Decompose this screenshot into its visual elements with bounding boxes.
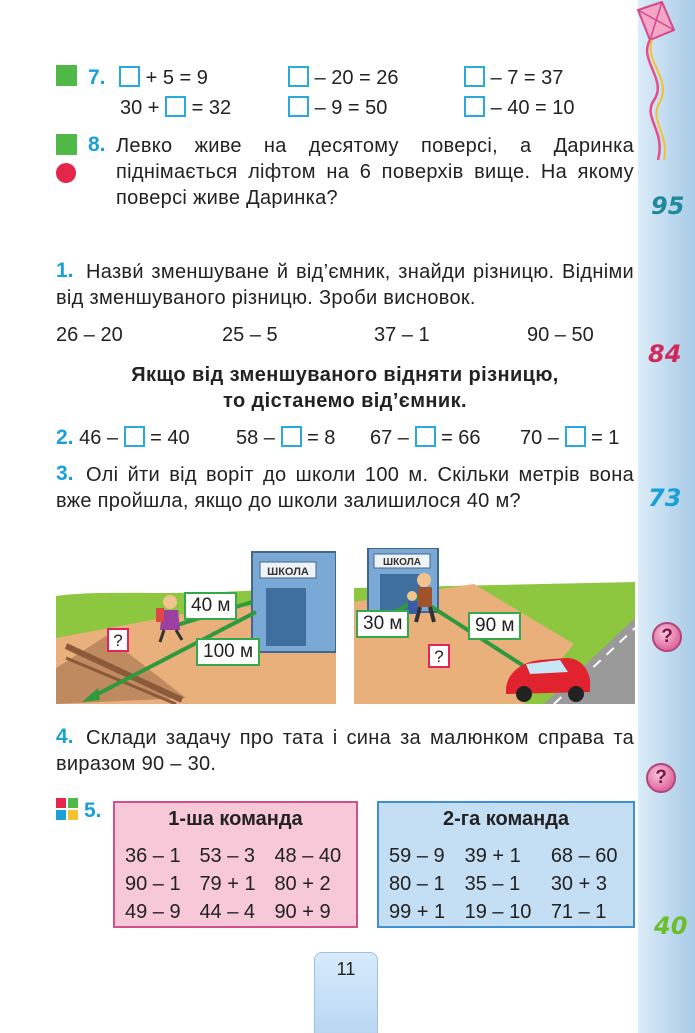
task1-number: 1. bbox=[56, 259, 74, 282]
task3-number: 3. bbox=[56, 462, 74, 485]
team1-card bbox=[113, 801, 358, 928]
task2-e1-post: = 40 bbox=[150, 427, 190, 449]
task4-text: Склади задачу про тата і сина за малюнком справа та виразом 90 – 30. bbox=[56, 727, 634, 775]
task2-e4-pre: 70 – bbox=[520, 427, 559, 449]
task1-expr: 90 – 50 bbox=[527, 324, 594, 346]
task8-number: 8. bbox=[88, 133, 106, 156]
task7-r1c1: + 5 = 9 bbox=[145, 67, 208, 89]
team1-cell: 90 – 1 bbox=[125, 873, 181, 895]
team2-cell: 59 – 9 bbox=[389, 845, 445, 867]
task-marker-green-square-icon bbox=[56, 134, 77, 155]
task7-r2c2: – 9 = 50 bbox=[314, 97, 388, 119]
task1-expr: 37 – 1 bbox=[374, 324, 430, 346]
team2-cell: 80 – 1 bbox=[389, 873, 445, 895]
answer-box[interactable] bbox=[288, 66, 309, 87]
team2-cell: 68 – 60 bbox=[550, 845, 618, 867]
task2-row bbox=[56, 426, 190, 450]
illustration-left-drawing bbox=[56, 548, 336, 704]
team1-cell: 90 + 9 bbox=[274, 901, 331, 923]
team1-cell: 53 – 3 bbox=[199, 845, 256, 867]
question-bubble-icon: ? bbox=[652, 622, 682, 652]
answer-box[interactable] bbox=[288, 96, 309, 117]
illustration-girl-to-school bbox=[56, 548, 336, 704]
team-work-icon bbox=[56, 798, 78, 820]
task2-e4 bbox=[520, 426, 619, 450]
team2-card bbox=[377, 801, 635, 928]
task7-r2c1: = 32 bbox=[191, 97, 232, 119]
distance-label-100m: 100 м bbox=[196, 638, 260, 666]
team1-cell: 80 + 2 bbox=[274, 873, 331, 895]
answer-box[interactable] bbox=[464, 66, 485, 87]
side-number-95: 95 bbox=[651, 192, 685, 220]
team2-cell: 39 + 1 bbox=[464, 845, 521, 867]
school-sign: ШКОЛА bbox=[267, 566, 309, 578]
team1-cell: 48 – 40 bbox=[274, 845, 342, 867]
task7-r2c1-wrap bbox=[120, 96, 231, 120]
team2-grid bbox=[379, 839, 633, 924]
task5-number: 5. bbox=[84, 799, 102, 822]
task2-number: 2. bbox=[56, 426, 74, 449]
team1-grid bbox=[115, 839, 356, 924]
task7-r1c2-wrap bbox=[288, 66, 399, 90]
team2-cell: 19 – 10 bbox=[464, 901, 532, 923]
team2-cell: 71 – 1 bbox=[550, 901, 607, 923]
side-strip bbox=[638, 0, 695, 1033]
task4-number: 4. bbox=[56, 725, 74, 748]
answer-box[interactable] bbox=[565, 426, 586, 447]
answer-box[interactable] bbox=[415, 426, 436, 447]
difficulty-red-dot-icon bbox=[56, 163, 76, 183]
task2-e1-pre: 46 – bbox=[79, 427, 119, 449]
task2-e3-pre: 67 – bbox=[370, 427, 409, 449]
team2-cell: 30 + 3 bbox=[550, 873, 607, 895]
side-number-73: 73 bbox=[648, 484, 682, 512]
task1-expr: 26 – 20 bbox=[56, 324, 123, 346]
team1-cell: 36 – 1 bbox=[125, 845, 181, 867]
team2-cell: 35 – 1 bbox=[464, 873, 521, 895]
team2-cell: 99 + 1 bbox=[389, 901, 446, 923]
unknown-distance-label: ? bbox=[107, 628, 129, 652]
school-sign: ШКОЛА bbox=[383, 557, 421, 568]
distance-label-90m: 90 м bbox=[468, 612, 521, 640]
task2-e4-post: = 1 bbox=[591, 427, 620, 449]
task3-text: Олі йти від воріт до школи 100 м. Скільки метрів вона вже пройшла, якщо до школи залишилося 40 м? bbox=[56, 464, 634, 512]
answer-box[interactable] bbox=[281, 426, 302, 447]
task7-number: 7. bbox=[88, 66, 106, 89]
task7-r1c3-wrap bbox=[464, 66, 563, 90]
task-marker-green-square-icon bbox=[56, 65, 77, 86]
task1-expr: 25 – 5 bbox=[222, 324, 278, 346]
distance-label-40m: 40 м bbox=[184, 592, 237, 620]
illustration-father-son bbox=[354, 548, 635, 704]
team1-title: 1-ша команда bbox=[168, 808, 303, 830]
team2-title: 2-га команда bbox=[442, 808, 570, 830]
task7-r2c1-pre: 30 + bbox=[120, 97, 160, 119]
task7-r2c3: – 40 = 10 bbox=[490, 97, 575, 119]
rule-line-1: Якщо від зменшуваного відняти різницю, bbox=[131, 364, 559, 386]
task7-r1c2: – 20 = 26 bbox=[314, 67, 399, 89]
team1-cell: 49 – 9 bbox=[125, 901, 181, 923]
task2-e3 bbox=[370, 426, 481, 450]
side-number-84: 84 bbox=[648, 340, 682, 368]
task1-text: Назви́ зменшуване й від’ємник, знайди різницю. Відніми від зменшуваного різницю. Зроби висновок. bbox=[56, 261, 634, 309]
team1-cell: 44 – 4 bbox=[199, 901, 256, 923]
task7-r1c3: – 7 = 37 bbox=[490, 67, 564, 89]
page-number: 11 bbox=[314, 952, 378, 1033]
rule-text bbox=[56, 362, 634, 414]
task7-r2c3-wrap bbox=[464, 96, 575, 120]
team1-cell: 79 + 1 bbox=[199, 873, 256, 895]
distance-label-30m: 30 м bbox=[356, 610, 409, 638]
side-number-40: 40 bbox=[654, 912, 688, 940]
task2-e3-post: = 66 bbox=[441, 427, 481, 449]
answer-box[interactable] bbox=[464, 96, 485, 117]
unknown-distance-label: ? bbox=[428, 644, 450, 668]
task2-e2 bbox=[236, 426, 335, 450]
task2-e2-post: = 8 bbox=[307, 427, 336, 449]
task2-e2-pre: 58 – bbox=[236, 427, 275, 449]
answer-box[interactable] bbox=[124, 426, 145, 447]
task8-text: Левко живе на десятому поверсі, а Даринка піднімається ліфтом на 6 поверхів вище. На якому поверсі живе Даринка? bbox=[116, 135, 634, 209]
task7-row1 bbox=[88, 66, 208, 90]
task7-r2c2-wrap bbox=[288, 96, 387, 120]
rule-line-2: то дістанемо від’ємник. bbox=[223, 390, 467, 412]
answer-box[interactable] bbox=[119, 66, 140, 87]
question-bubble-icon: ? bbox=[646, 763, 676, 793]
answer-box[interactable] bbox=[165, 96, 186, 117]
